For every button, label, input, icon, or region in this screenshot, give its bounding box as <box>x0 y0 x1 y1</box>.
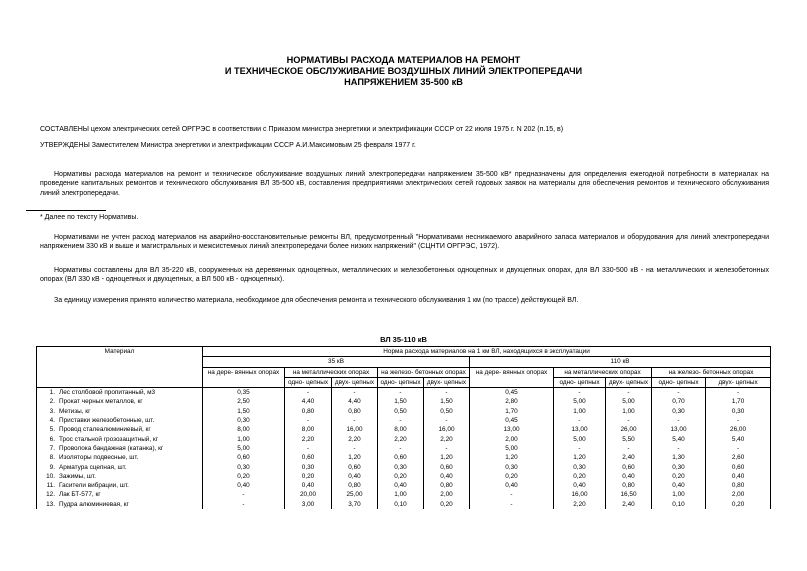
value-cell: 5,50 <box>606 435 652 444</box>
material-cell <box>37 444 203 453</box>
value-cell: 8,00 <box>203 425 285 434</box>
value-cell: - <box>424 388 470 398</box>
value-cell: - <box>332 444 378 453</box>
row-number: 2. <box>49 398 55 406</box>
value-cell: 0,80 <box>285 407 332 416</box>
value-cell: 0,60 <box>706 463 771 472</box>
material-name: Лак БТ-577, кг <box>59 491 101 499</box>
material-cell <box>37 425 203 434</box>
material-name: Проволока бандажная (катанка), кг <box>59 444 164 452</box>
value-cell: 5,00 <box>554 435 606 444</box>
value-cell: 0,60 <box>378 453 424 462</box>
value-cell: 3,70 <box>332 500 378 509</box>
value-cell: 2,20 <box>378 435 424 444</box>
value-cell: 1,20 <box>470 453 554 462</box>
material-name: Трос стальной грозозащитный, кг <box>59 435 159 443</box>
value-cell: 5,00 <box>554 397 606 406</box>
value-cell: 2,00 <box>470 435 554 444</box>
value-cell: - <box>652 388 706 398</box>
value-cell: 0,40 <box>332 472 378 481</box>
header-110kv: 110 кВ <box>470 357 771 367</box>
approved-note: УТВЕРЖДЕНЫ Заместителем Министра энергетики и электрификации СССР А.И.Максимовым 25 февраля 1977 г. <box>40 142 416 149</box>
material-name: Зажимы, шт. <box>59 472 96 480</box>
material-cell <box>37 416 203 425</box>
value-cell: - <box>706 444 771 453</box>
material-name: Изоляторы подвесные, шт. <box>59 454 139 462</box>
value-cell: - <box>554 416 606 425</box>
value-cell: 1,00 <box>203 435 285 444</box>
value-cell: - <box>424 416 470 425</box>
value-cell: 0,30 <box>554 463 606 472</box>
material-cell <box>37 481 203 490</box>
value-cell: 1,00 <box>606 407 652 416</box>
value-cell: - <box>378 444 424 453</box>
value-cell: 0,45 <box>470 416 554 425</box>
value-cell: - <box>285 388 332 398</box>
value-cell: 0,40 <box>285 481 332 490</box>
header-double: двух- цепных <box>424 377 470 387</box>
value-cell: 16,00 <box>332 425 378 434</box>
value-cell: 2,20 <box>332 435 378 444</box>
value-cell: 16,00 <box>554 490 606 499</box>
value-cell: 0,50 <box>378 407 424 416</box>
value-cell: 1,00 <box>378 490 424 499</box>
material-cell <box>37 407 203 416</box>
row-number: 11. <box>46 482 55 490</box>
material-name: Арматура сцепная, шт. <box>59 463 127 471</box>
value-cell: - <box>203 490 285 499</box>
value-cell: 16,00 <box>424 425 470 434</box>
header-110-metal: на металлических опорах <box>554 367 652 377</box>
value-cell: - <box>706 388 771 398</box>
value-cell: 0,30 <box>203 463 285 472</box>
value-cell: 0,20 <box>285 472 332 481</box>
value-cell: 0,40 <box>606 472 652 481</box>
row-number: 1. <box>49 389 55 397</box>
row-number: 5. <box>49 426 55 434</box>
compiled-note: СОСТАВЛЕНЫ цехом электрических сетей ОРГРЭС в соответствии с Приказом министра энергетики и электрификации СССР от 22 июля 1975 г. N 202 (п.15, в) <box>40 126 564 133</box>
row-number: 6. <box>49 435 55 443</box>
value-cell: 5,00 <box>606 397 652 406</box>
value-cell: - <box>470 490 554 499</box>
row-number: 10. <box>46 472 55 480</box>
value-cell: 1,00 <box>554 407 606 416</box>
table-row <box>37 435 771 444</box>
table-row <box>37 388 771 398</box>
value-cell: 1,50 <box>378 397 424 406</box>
value-cell: - <box>332 388 378 398</box>
table-row <box>37 463 771 472</box>
value-cell: 0,10 <box>378 500 424 509</box>
header-double: двух- цепных <box>332 377 378 387</box>
value-cell: 1,30 <box>652 453 706 462</box>
value-cell: 2,20 <box>424 435 470 444</box>
material-cell <box>37 388 203 398</box>
value-cell: 0,60 <box>424 463 470 472</box>
document-title <box>0 55 807 88</box>
material-name: Лес столбовой пропитанный, м3 <box>59 389 156 397</box>
header-110-wood: на дере- вянных опорах <box>470 367 554 388</box>
material-cell <box>37 435 203 444</box>
value-cell: - <box>332 416 378 425</box>
value-cell: 8,00 <box>285 425 332 434</box>
table-row <box>37 416 771 425</box>
row-number: 9. <box>49 463 55 471</box>
value-cell: 2,60 <box>706 453 771 462</box>
value-cell: 1,70 <box>470 407 554 416</box>
value-cell: 8,00 <box>378 425 424 434</box>
material-name: Пудра алюминиевая, кг <box>59 500 129 508</box>
value-cell: 0,10 <box>652 500 706 509</box>
value-cell: 0,80 <box>332 407 378 416</box>
value-cell: 1,20 <box>424 453 470 462</box>
value-cell: 1,20 <box>554 453 606 462</box>
material-name: Приставки железобетонные, шт. <box>59 417 155 425</box>
value-cell: 0,40 <box>203 481 285 490</box>
value-cell: 0,20 <box>470 472 554 481</box>
value-cell: 0,80 <box>424 481 470 490</box>
footnote: * Далее по тексту Нормативы. <box>40 214 139 221</box>
paragraph-unit: За единицу измерения принято количество материала, необходимое для обеспечения ремонта и технического обслуживания 1 км (по трассе) действующей ВЛ. <box>54 297 579 304</box>
table-row <box>37 490 771 499</box>
value-cell: 5,00 <box>203 444 285 453</box>
value-cell: - <box>470 500 554 509</box>
material-name: Метизы, кг <box>59 407 91 415</box>
value-cell: 0,30 <box>285 463 332 472</box>
value-cell: 1,70 <box>706 397 771 406</box>
value-cell: 4,40 <box>332 397 378 406</box>
value-cell: - <box>606 444 652 453</box>
value-cell: - <box>606 388 652 398</box>
row-number: 12. <box>46 491 55 499</box>
value-cell: - <box>203 500 285 509</box>
value-cell: 0,20 <box>706 500 771 509</box>
value-cell: 0,30 <box>470 463 554 472</box>
header-35kv: 35 кВ <box>203 357 470 367</box>
value-cell: 0,20 <box>424 500 470 509</box>
header-110-concrete: на железо- бетонных опорах <box>652 367 771 377</box>
material-name: Гасители вибрации, шт. <box>59 482 129 490</box>
value-cell: 16,50 <box>606 490 652 499</box>
value-cell: 0,35 <box>203 388 285 398</box>
value-cell: 0,40 <box>424 472 470 481</box>
value-cell: 26,00 <box>606 425 652 434</box>
value-cell: 13,00 <box>554 425 606 434</box>
row-number: 7. <box>49 444 55 452</box>
value-cell: 2,40 <box>606 453 652 462</box>
header-35-wood: на дере- вянных опорах <box>203 367 285 388</box>
row-number: 13. <box>46 500 55 508</box>
value-cell: 0,40 <box>470 481 554 490</box>
value-cell: 2,20 <box>285 435 332 444</box>
value-cell: 2,20 <box>554 500 606 509</box>
value-cell: - <box>706 416 771 425</box>
value-cell: 0,20 <box>378 472 424 481</box>
value-cell: 0,60 <box>606 463 652 472</box>
value-cell: - <box>285 444 332 453</box>
header-double: двух- цепных <box>706 377 771 387</box>
value-cell: 20,00 <box>285 490 332 499</box>
value-cell: 0,60 <box>332 463 378 472</box>
table-row <box>37 500 771 509</box>
value-cell: 0,30 <box>652 463 706 472</box>
header-single: одно- цепных <box>285 377 332 387</box>
value-cell: 0,80 <box>706 481 771 490</box>
value-cell: 2,00 <box>424 490 470 499</box>
table-row <box>37 425 771 434</box>
table-row <box>37 481 771 490</box>
value-cell: 0,80 <box>332 481 378 490</box>
title-line-2: И ТЕХНИЧЕСКОЕ ОБСЛУЖИВАНИЕ ВОЗДУШНЫХ ЛИНИЙ ЭЛЕКТРОПЕРЕДАЧИ <box>224 66 583 76</box>
material-cell <box>37 472 203 481</box>
value-cell: 0,30 <box>203 416 285 425</box>
material-cell <box>37 500 203 509</box>
value-cell: 4,40 <box>285 397 332 406</box>
material-cell <box>37 397 203 406</box>
paragraph-purpose: Нормативы расхода материалов на ремонт и техническое обслуживание воздушных линий электропередачи напряжением 35-500 кВ* предназначены для определения ежегодной потребности в материалах на проведение капитальных ремонтов и технического обслуживания ВЛ 35-500 кВ, составления предприятиями электрических сетей годовых заявок на материалы для обеспечения ремонтов и технического обслуживания линий электропередачи. <box>40 171 769 197</box>
title-line-1: НОРМАТИВЫ РАСХОДА МАТЕРИАЛОВ НА РЕМОНТ <box>286 55 521 65</box>
value-cell: 0,70 <box>652 397 706 406</box>
value-cell: - <box>378 416 424 425</box>
value-cell: - <box>554 388 606 398</box>
value-cell: - <box>378 388 424 398</box>
table-caption: ВЛ 35-110 кВ <box>380 335 427 344</box>
value-cell: - <box>652 444 706 453</box>
value-cell: 0,40 <box>706 472 771 481</box>
material-name: Прокат черных металлов, кг <box>59 398 143 406</box>
table-row <box>37 444 771 453</box>
material-cell <box>37 453 203 462</box>
value-cell: 1,20 <box>332 453 378 462</box>
value-cell: 13,00 <box>652 425 706 434</box>
material-cell <box>37 463 203 472</box>
value-cell: 0,40 <box>378 481 424 490</box>
value-cell: 2,00 <box>706 490 771 499</box>
header-double: двух- цепных <box>606 377 652 387</box>
value-cell: 0,30 <box>706 407 771 416</box>
material-cell <box>37 490 203 499</box>
value-cell: - <box>285 416 332 425</box>
value-cell: 1,50 <box>203 407 285 416</box>
row-number: 8. <box>49 454 55 462</box>
value-cell: 0,20 <box>652 472 706 481</box>
table-row <box>37 397 771 406</box>
value-cell: 0,60 <box>203 453 285 462</box>
header-material: Материал <box>37 347 203 388</box>
header-35-metal: на металлических опорах <box>285 367 378 377</box>
value-cell: 2,80 <box>470 397 554 406</box>
materials-table <box>36 346 771 509</box>
value-cell: 2,40 <box>606 500 652 509</box>
value-cell: 1,00 <box>652 490 706 499</box>
value-cell: 0,40 <box>554 481 606 490</box>
value-cell: 0,45 <box>470 388 554 398</box>
paragraph-scope: Нормативы составлены для ВЛ 35-220 кВ, сооруженных на деревянных одноцепных, металлических и железобетонных одноцепных и двухцепных опорах, для ВЛ 330-500 кВ - на металлических и железобетонных опорах (ВЛ 330 кВ - одноцепных и двухцепных, а ВЛ 500 кВ - одноцепных). <box>40 267 769 284</box>
value-cell: 5,00 <box>470 444 554 453</box>
value-cell: 1,50 <box>424 397 470 406</box>
value-cell: - <box>424 444 470 453</box>
header-single: одно- цепных <box>652 377 706 387</box>
paragraph-exclusions: Нормативами не учтен расход материалов на аварийно-восстановительные ремонты ВЛ, предусмотренный "Нормативами неснижаемого аварийного запаса материалов и оборудования для линий электропередачи напряжением 330 кВ и выше и магистральных и межсистемных линий электропередачи более низких напряжений" (СЦНТИ ОРГРЭС, 1972). <box>40 234 769 251</box>
row-number: 3. <box>49 407 55 415</box>
value-cell: 0,50 <box>424 407 470 416</box>
header-norm: Норма расхода материалов на 1 км ВЛ, находящихся в эксплуатации <box>203 347 771 357</box>
value-cell: 26,00 <box>706 425 771 434</box>
value-cell: 25,00 <box>332 490 378 499</box>
value-cell: 2,50 <box>203 397 285 406</box>
value-cell: 5,40 <box>706 435 771 444</box>
value-cell: 0,30 <box>378 463 424 472</box>
footnote-divider <box>26 210 106 211</box>
value-cell: 0,20 <box>554 472 606 481</box>
header-single: одно- цепных <box>378 377 424 387</box>
value-cell: 0,20 <box>203 472 285 481</box>
value-cell: 0,40 <box>652 481 706 490</box>
value-cell: 0,80 <box>606 481 652 490</box>
row-number: 4. <box>49 417 55 425</box>
value-cell: 0,60 <box>285 453 332 462</box>
table-row <box>37 472 771 481</box>
header-single: одно- цепных <box>554 377 606 387</box>
value-cell: 13,00 <box>470 425 554 434</box>
value-cell: 5,40 <box>652 435 706 444</box>
table-row <box>37 407 771 416</box>
header-35-concrete: на железо- бетонных опорах <box>378 367 470 377</box>
value-cell: - <box>606 416 652 425</box>
material-name: Провод сталеалюминиевый, кг <box>59 426 151 434</box>
materials-table-body <box>37 388 771 509</box>
value-cell: 3,00 <box>285 500 332 509</box>
value-cell: 0,30 <box>652 407 706 416</box>
title-line-3: НАПРЯЖЕНИЕМ 35-500 кВ <box>344 77 463 87</box>
value-cell: - <box>554 444 606 453</box>
table-row <box>37 453 771 462</box>
value-cell: - <box>652 416 706 425</box>
